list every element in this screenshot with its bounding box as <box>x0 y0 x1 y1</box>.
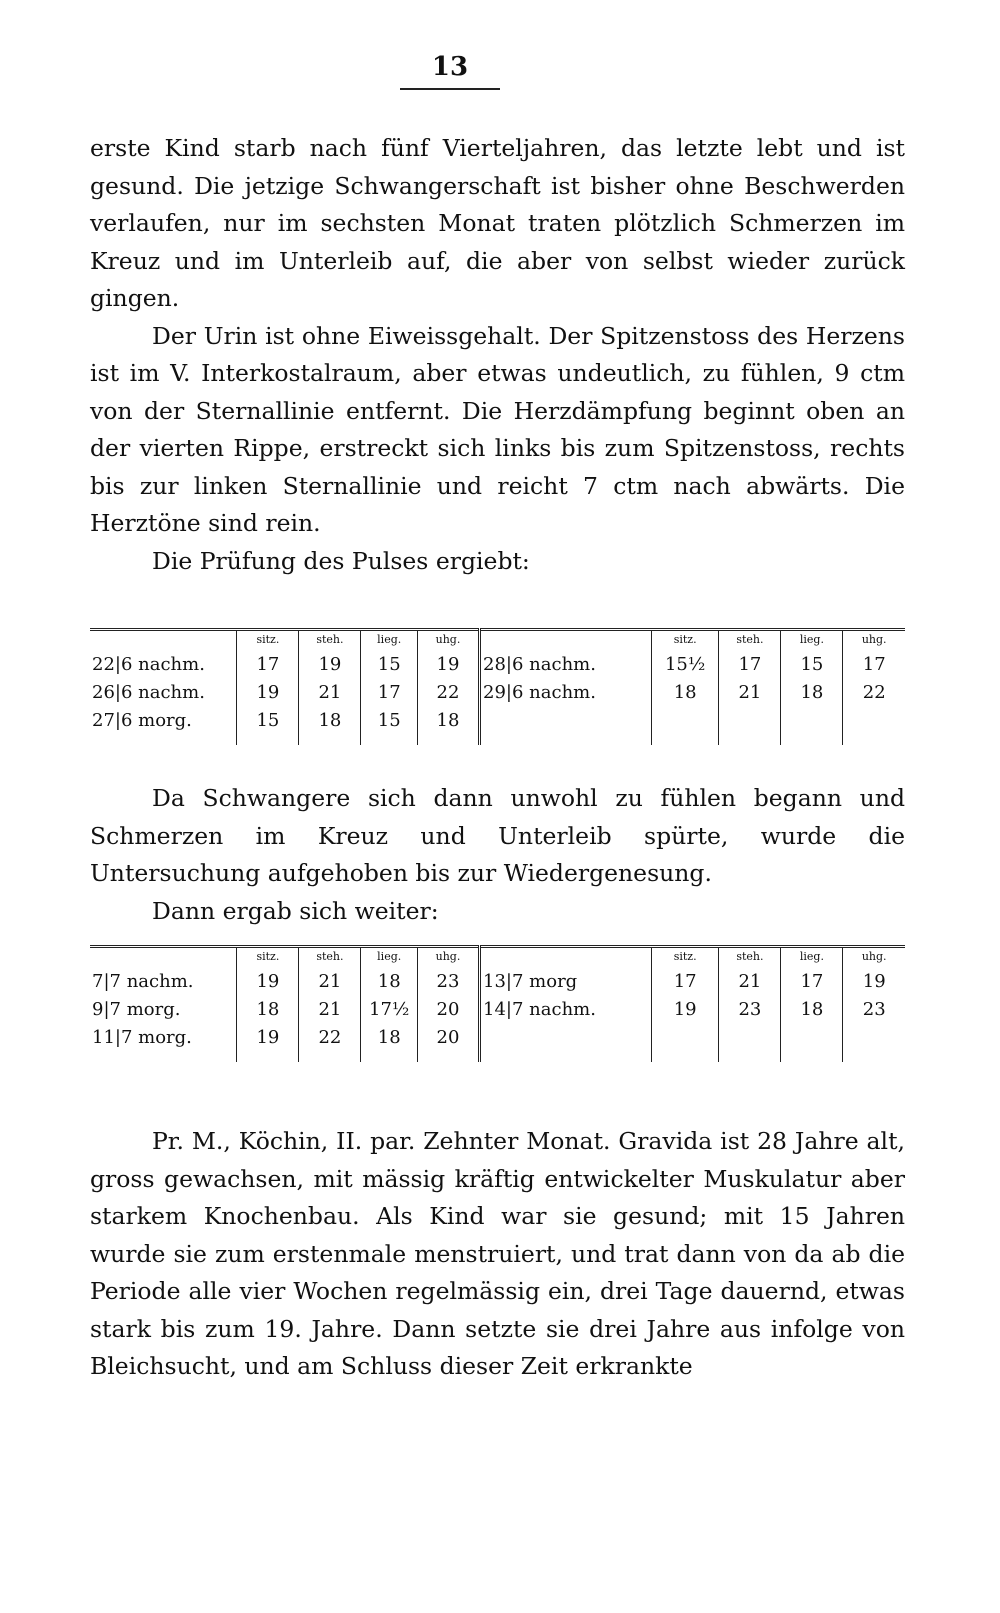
table-row <box>90 706 905 745</box>
paragraph: erste Kind starb nach fünf Vierteljahren, das letzte lebt und ist gesund. Die jetzige Schwangerschaft ist bisher ohne Beschwerden verlaufen, nur im sechsten Monat traten plötzlich Schmerzen im Kreuz und im Unterleib auf, die aber von selbst wieder zurück gingen. <box>90 134 905 312</box>
table-row <box>90 1023 905 1062</box>
pulse-value: 22 <box>299 1023 361 1062</box>
pulse-value: 20 <box>418 995 480 1023</box>
column-header: steh. <box>299 947 361 968</box>
pulse-value <box>651 706 718 745</box>
pulse-value: 17 <box>237 650 299 678</box>
text-section-top <box>90 130 905 580</box>
paragraph: Die Prüfung des Pulses ergiebt: <box>152 546 530 575</box>
pulse-value: 18 <box>781 678 843 706</box>
pulse-value: 18 <box>299 706 361 745</box>
pulse-table-1 <box>90 628 905 745</box>
table-row <box>90 967 905 995</box>
pulse-value <box>843 1023 905 1062</box>
pulse-value: 18 <box>237 995 299 1023</box>
pulse-value <box>719 1023 781 1062</box>
table-header-row <box>90 630 905 651</box>
column-header: sitz. <box>651 947 718 968</box>
pulse-value: 19 <box>299 650 361 678</box>
pulse-value: 17 <box>361 678 418 706</box>
column-header: uhg. <box>418 947 480 968</box>
pulse-value: 15 <box>781 650 843 678</box>
pulse-value: 23 <box>719 995 781 1023</box>
date-label <box>480 706 652 745</box>
pulse-value: 19 <box>418 650 480 678</box>
pulse-value: 21 <box>719 967 781 995</box>
table-row <box>90 995 905 1023</box>
pulse-value <box>843 706 905 745</box>
column-header: steh. <box>719 947 781 968</box>
text-section-middle <box>90 780 905 930</box>
paragraph: Der Urin ist ohne Eiweissgehalt. Der Spitzenstoss des Herzens ist im V. Interkostalraum, aber etwas undeutlich, zu fühlen, 9 ctm von der Sternallinie entfernt. Die Herzdämpfung beginnt oben an der vierten Rippe, erstreckt sich links bis zum Spitzenstoss, rechts bis zur linken Sternallinie und reicht 7 ctm nach abwärts. Die Herztöne sind rein. <box>90 321 905 537</box>
pulse-value: 15 <box>361 706 418 745</box>
paragraph: Da Schwangere sich dann unwohl zu fühlen begann und Schmerzen im Kreuz und Unterleib spürte, wurde die Untersuchung aufgehoben bis zur Wiedergenesung. <box>90 784 905 887</box>
paragraph: Pr. M., Köchin, II. par. Zehnter Monat. Gravida ist 28 Jahre alt, gross gewachsen, mit mässig kräftig entwickelter Muskulatur aber starkem Knochenbau. Als Kind war sie gesund; mit 15 Jahren wurde sie zum erstenmale menstruiert, und trat dann von da ab die Periode alle vier Wochen regelmässig ein, drei Tage dauernd, etwas stark bis zum 19. Jahre. Dann setzte sie drei Jahre aus infolge von Bleichsucht, und am Schluss dieser Zeit erkrankte <box>90 1127 905 1380</box>
pulse-value: 22 <box>418 678 480 706</box>
page-number-rule <box>400 88 500 90</box>
pulse-value: 18 <box>361 967 418 995</box>
pulse-value: 17½ <box>361 995 418 1023</box>
header-label-blank <box>90 947 237 968</box>
pulse-value: 17 <box>843 650 905 678</box>
date-label: 9|7 morg. <box>92 998 181 1020</box>
date-label: 22|6 nachm. <box>92 653 205 675</box>
pulse-value: 17 <box>719 650 781 678</box>
date-label: 11|7 morg. <box>92 1026 192 1048</box>
pulse-value: 18 <box>361 1023 418 1062</box>
pulse-value: 18 <box>651 678 718 706</box>
column-header: uhg. <box>418 630 480 651</box>
pulse-value <box>719 706 781 745</box>
pulse-value: 18 <box>418 706 480 745</box>
pulse-value: 18 <box>781 995 843 1023</box>
pulse-value: 19 <box>843 967 905 995</box>
date-label <box>480 1023 652 1062</box>
column-header: uhg. <box>843 947 905 968</box>
date-label: 13|7 morg <box>480 967 652 995</box>
pulse-value: 19 <box>237 678 299 706</box>
column-header: lieg. <box>361 630 418 651</box>
pulse-value: 17 <box>651 967 718 995</box>
pulse-value: 15½ <box>651 650 718 678</box>
column-header: sitz. <box>651 630 718 651</box>
column-header: steh. <box>719 630 781 651</box>
table-row <box>90 650 905 678</box>
date-label: 27|6 morg. <box>92 709 192 731</box>
pulse-value: 19 <box>237 1023 299 1062</box>
paragraph: Dann ergab sich weiter: <box>152 896 439 925</box>
pulse-table-2 <box>90 945 905 1062</box>
pulse-value: 23 <box>418 967 480 995</box>
pulse-value: 21 <box>299 967 361 995</box>
date-label: 29|6 nachm. <box>480 678 652 706</box>
column-header: lieg. <box>781 947 843 968</box>
column-header: uhg. <box>843 630 905 651</box>
header-label-blank <box>480 630 652 651</box>
column-header: sitz. <box>237 630 299 651</box>
table-header-row <box>90 947 905 968</box>
pulse-value: 23 <box>843 995 905 1023</box>
header-label-blank <box>480 947 652 968</box>
pulse-value: 22 <box>843 678 905 706</box>
column-header: steh. <box>299 630 361 651</box>
page-number: 13 <box>431 52 469 82</box>
pulse-value: 20 <box>418 1023 480 1062</box>
pulse-value: 17 <box>781 967 843 995</box>
date-label: 14|7 nachm. <box>480 995 652 1023</box>
header-label-blank <box>90 630 237 651</box>
pulse-value: 21 <box>299 678 361 706</box>
pulse-value <box>781 706 843 745</box>
column-header: lieg. <box>361 947 418 968</box>
date-label: 26|6 nachm. <box>92 681 205 703</box>
pulse-value: 15 <box>361 650 418 678</box>
pulse-value: 21 <box>719 678 781 706</box>
date-label: 28|6 nachm. <box>480 650 652 678</box>
table-row <box>90 678 905 706</box>
column-header: lieg. <box>781 630 843 651</box>
text-section-bottom <box>90 1123 905 1386</box>
pulse-value: 19 <box>237 967 299 995</box>
column-header: sitz. <box>237 947 299 968</box>
pulse-value <box>651 1023 718 1062</box>
pulse-value: 21 <box>299 995 361 1023</box>
pulse-value: 19 <box>651 995 718 1023</box>
date-label: 7|7 nachm. <box>92 970 194 992</box>
pulse-value <box>781 1023 843 1062</box>
pulse-value: 15 <box>237 706 299 745</box>
